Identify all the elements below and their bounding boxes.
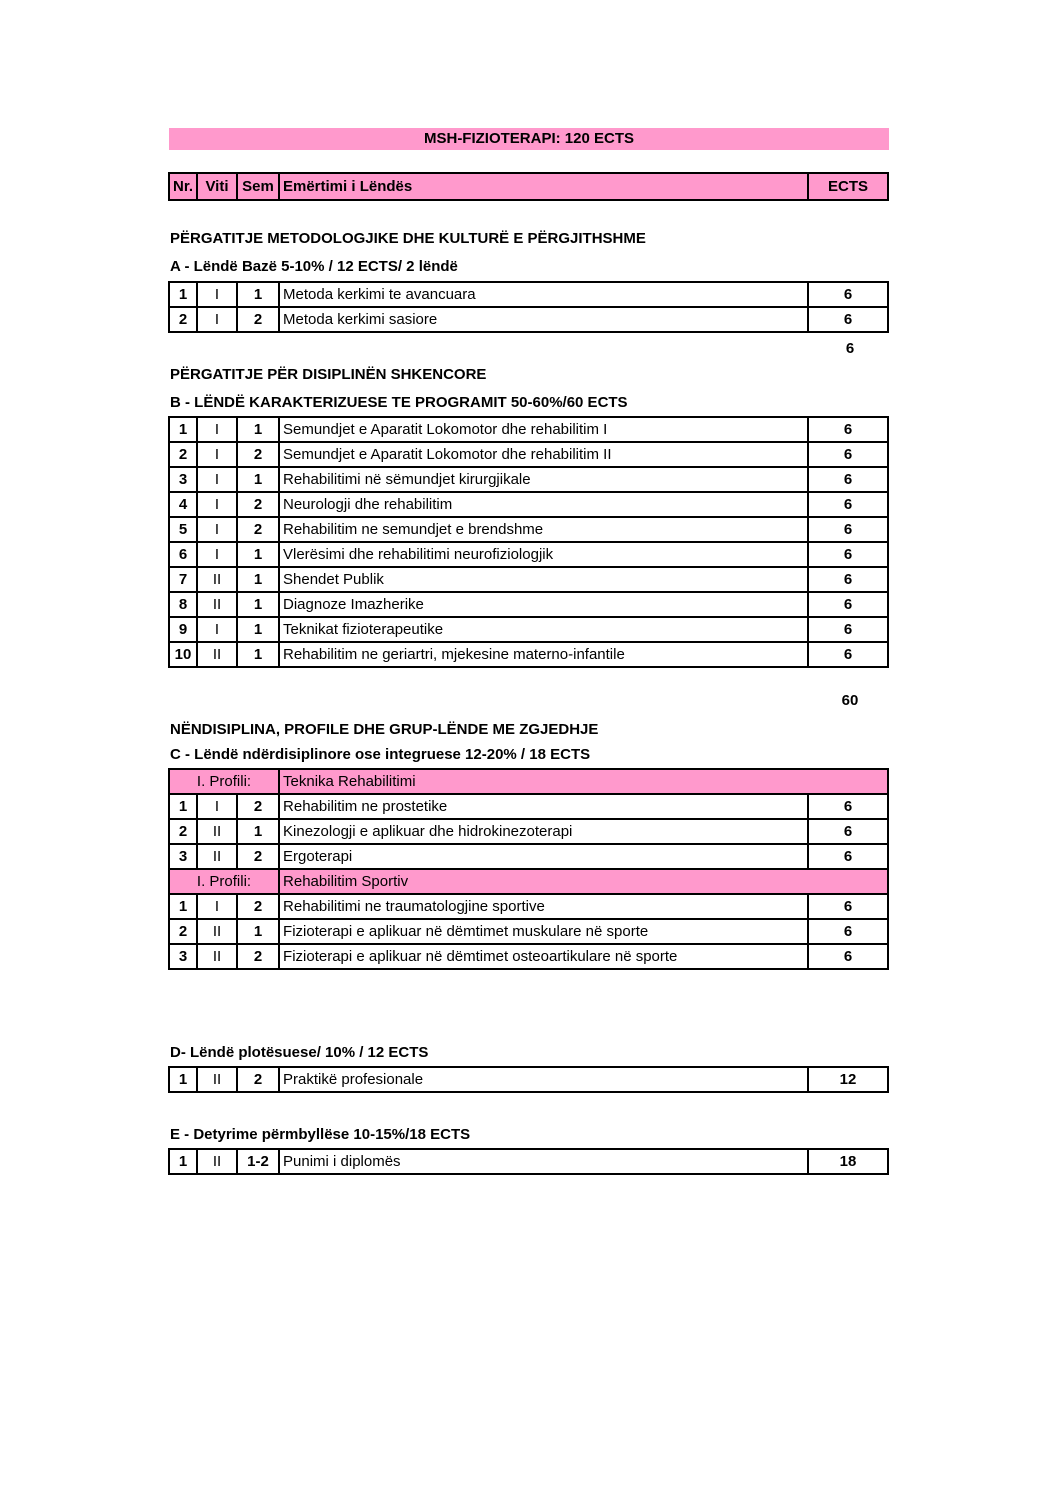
section3-table (168, 768, 889, 970)
row-sem: 1 (237, 467, 279, 492)
row-sem: 1-2 (237, 1149, 279, 1174)
row-viti: I (197, 467, 237, 492)
row-nr: 1 (169, 1067, 197, 1092)
row-viti: I (197, 794, 237, 819)
row-course-name: Rehabilitimi ne traumatologjine sportive (279, 894, 808, 919)
table-row (169, 794, 888, 819)
table-row (169, 592, 888, 617)
table-row (169, 282, 888, 307)
row-sem: 1 (237, 542, 279, 567)
row-course-name: Teknikat fizioterapeutike (279, 617, 808, 642)
row-viti: II (197, 1149, 237, 1174)
row-ects: 6 (808, 282, 888, 307)
section2-total: 60 (841, 692, 859, 709)
row-course-name: Semundjet e Aparatit Lokomotor dhe rehabilitim I (279, 417, 808, 442)
row-sem: 2 (237, 307, 279, 332)
row-sem: 2 (237, 844, 279, 869)
row-nr: 2 (169, 307, 197, 332)
header-nr: Nr. (169, 173, 197, 200)
profile-label: I. Profili: (169, 869, 279, 894)
section5-subheading: E - Detyrime përmbyllëse 10-15%/18 ECTS (170, 1126, 471, 1143)
row-sem: 1 (237, 417, 279, 442)
row-ects: 6 (808, 894, 888, 919)
row-ects: 6 (808, 467, 888, 492)
row-viti: II (197, 844, 237, 869)
row-viti: I (197, 442, 237, 467)
table-row (169, 1067, 888, 1092)
row-nr: 1 (169, 417, 197, 442)
table-row (169, 844, 888, 869)
row-viti: I (197, 307, 237, 332)
row-course-name: Rehabilitim ne geriartri, mjekesine materno-infantile (279, 642, 808, 667)
table-row (169, 819, 888, 844)
row-sem: 2 (237, 894, 279, 919)
row-viti: II (197, 919, 237, 944)
row-course-name: Vlerësimi dhe rehabilitimi neurofiziologjik (279, 542, 808, 567)
row-course-name: Neurologji dhe rehabilitim (279, 492, 808, 517)
section4-subheading: D- Lëndë plotësuese/ 10% / 12 ECTS (170, 1044, 429, 1061)
row-nr: 1 (169, 1149, 197, 1174)
row-course-name: Rehabilitim ne prostetike (279, 794, 808, 819)
row-ects: 6 (808, 944, 888, 969)
column-header-table (168, 172, 889, 201)
row-sem: 1 (237, 592, 279, 617)
section1-table (168, 281, 889, 333)
table-row (169, 567, 888, 592)
header-ects: ECTS (808, 173, 888, 200)
header-sem: Sem (237, 173, 279, 200)
row-sem: 2 (237, 944, 279, 969)
section5-table (168, 1148, 889, 1175)
row-nr: 2 (169, 919, 197, 944)
row-viti: I (197, 617, 237, 642)
row-ects: 6 (808, 442, 888, 467)
row-sem: 1 (237, 282, 279, 307)
table-row (169, 1149, 888, 1174)
row-ects: 6 (808, 819, 888, 844)
row-nr: 1 (169, 894, 197, 919)
row-nr: 7 (169, 567, 197, 592)
row-nr: 2 (169, 819, 197, 844)
section1-heading: PËRGATITJE METODOLOGJIKE DHE KULTURË E PËRGJITHSHME (170, 230, 646, 247)
row-nr: 1 (169, 282, 197, 307)
row-course-name: Diagnoze Imazherike (279, 592, 808, 617)
row-viti: I (197, 894, 237, 919)
row-ects: 6 (808, 617, 888, 642)
row-course-name: Shendet Publik (279, 567, 808, 592)
profile-name: Teknika Rehabilitimi (279, 769, 888, 794)
profile-row-teknika (169, 769, 888, 794)
row-course-name: Metoda kerkimi te avancuara (279, 282, 808, 307)
row-nr: 3 (169, 844, 197, 869)
row-nr: 4 (169, 492, 197, 517)
row-viti: II (197, 1067, 237, 1092)
row-nr: 2 (169, 442, 197, 467)
row-course-name: Rehabilitim ne semundjet e brendshme (279, 517, 808, 542)
table-row (169, 894, 888, 919)
profile-label: I. Profili: (169, 769, 279, 794)
table-row (169, 517, 888, 542)
section4-table (168, 1066, 889, 1093)
table-row (169, 307, 888, 332)
row-viti: I (197, 417, 237, 442)
row-ects: 6 (808, 307, 888, 332)
profile-row-sportiv (169, 869, 888, 894)
row-nr: 6 (169, 542, 197, 567)
row-ects: 6 (808, 567, 888, 592)
header-name: Emërtimi i Lëndës (279, 173, 808, 200)
row-viti: I (197, 282, 237, 307)
table-row (169, 617, 888, 642)
row-course-name: Semundjet e Aparatit Lokomotor dhe rehabilitim II (279, 442, 808, 467)
header-viti: Viti (197, 173, 237, 200)
section1-total: 6 (845, 340, 855, 357)
row-sem: 2 (237, 794, 279, 819)
row-nr: 10 (169, 642, 197, 667)
row-sem: 1 (237, 617, 279, 642)
row-course-name: Metoda kerkimi sasiore (279, 307, 808, 332)
row-sem: 1 (237, 567, 279, 592)
row-ects: 6 (808, 642, 888, 667)
section1-subheading: A - Lëndë Bazë 5-10% / 12 ECTS/ 2 lëndë (170, 258, 458, 275)
row-nr: 5 (169, 517, 197, 542)
table-row (169, 919, 888, 944)
column-header-row (169, 173, 888, 200)
row-viti: II (197, 567, 237, 592)
row-viti: II (197, 592, 237, 617)
row-nr: 3 (169, 467, 197, 492)
row-course-name: Ergoterapi (279, 844, 808, 869)
table-row (169, 642, 888, 667)
row-viti: II (197, 819, 237, 844)
row-sem: 2 (237, 1067, 279, 1092)
row-sem: 2 (237, 517, 279, 542)
row-viti: I (197, 517, 237, 542)
row-course-name: Fizioterapi e aplikuar në dëmtimet muskulare në sporte (279, 919, 808, 944)
row-ects: 6 (808, 592, 888, 617)
row-nr: 9 (169, 617, 197, 642)
table-row (169, 467, 888, 492)
page-title: MSH-FIZIOTERAPI: 120 ECTS (169, 128, 889, 150)
row-course-name: Praktikë profesionale (279, 1067, 808, 1092)
row-viti: I (197, 542, 237, 567)
row-ects: 6 (808, 492, 888, 517)
row-nr: 3 (169, 944, 197, 969)
section2-subheading: B - LËNDË KARAKTERIZUESE TE PROGRAMIT 50-60%/60 ECTS (170, 394, 628, 411)
row-sem: 2 (237, 492, 279, 517)
row-sem: 2 (237, 442, 279, 467)
row-ects: 6 (808, 794, 888, 819)
row-sem: 1 (237, 919, 279, 944)
section3-heading: NËNDISIPLINA, PROFILE DHE GRUP-LËNDE ME ZGJEDHJE (170, 721, 599, 738)
row-ects: 6 (808, 542, 888, 567)
row-course-name: Rehabilitimi në sëmundjet kirurgjikale (279, 467, 808, 492)
section3-subheading: C - Lëndë ndërdisiplinore ose integruese 12-20% / 18 ECTS (170, 746, 591, 763)
row-ects: 18 (808, 1149, 888, 1174)
row-ects: 6 (808, 919, 888, 944)
row-sem: 1 (237, 642, 279, 667)
section2-heading: PËRGATITJE PËR DISIPLINËN SHKENCORE (170, 366, 487, 383)
table-row (169, 417, 888, 442)
row-course-name: Fizioterapi e aplikuar në dëmtimet osteoartikulare në sporte (279, 944, 808, 969)
row-viti: II (197, 944, 237, 969)
row-ects: 6 (808, 844, 888, 869)
row-course-name: Kinezologji e aplikuar dhe hidrokinezoterapi (279, 819, 808, 844)
table-row (169, 492, 888, 517)
table-row (169, 542, 888, 567)
row-viti: I (197, 492, 237, 517)
table-row (169, 944, 888, 969)
table-row (169, 442, 888, 467)
profile-name: Rehabilitim Sportiv (279, 869, 888, 894)
row-course-name: Punimi i diplomës (279, 1149, 808, 1174)
row-sem: 1 (237, 819, 279, 844)
row-viti: II (197, 642, 237, 667)
row-ects: 6 (808, 517, 888, 542)
row-ects: 12 (808, 1067, 888, 1092)
row-nr: 1 (169, 794, 197, 819)
row-nr: 8 (169, 592, 197, 617)
row-ects: 6 (808, 417, 888, 442)
section2-table (168, 416, 889, 668)
